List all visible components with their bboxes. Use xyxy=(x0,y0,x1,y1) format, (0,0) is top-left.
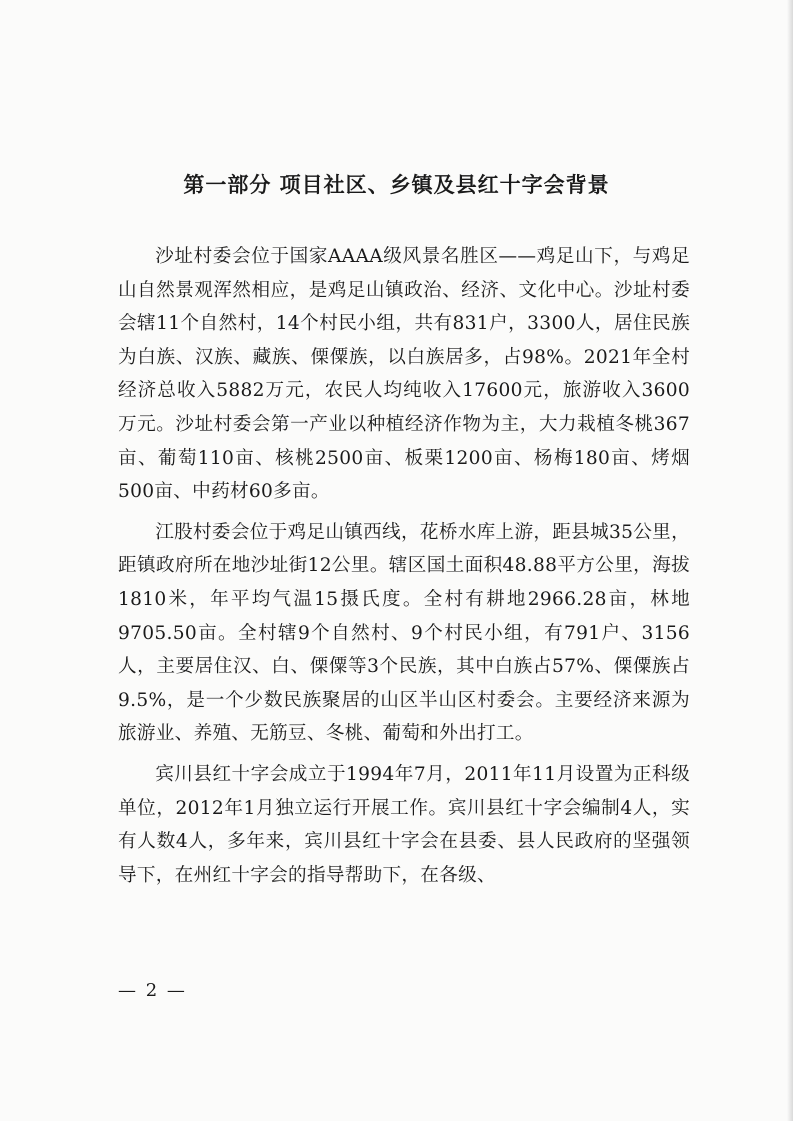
paragraph-jianggu-village: 江股村委会位于鸡足山镇西线，花桥水库上游，距县城35公里，距镇政府所在地沙址街12公里。辖区国土面积48.88平方公里，海拔1810米，年平均气温15摄氏度。全村有耕地2966.28亩，林地9705.50亩。全村辖9个自然村、9个村民小组，有791户、3156人，主要居住汉、白、傈僳等3个民族，其中白族占57%、傈僳族占9.5%，是一个少数民族聚居的山区半山区村委会。主要经济来源为旅游业、养殖、无筋豆、冬桃、葡萄和外出打工。 xyxy=(118,521,690,745)
paragraph-shazhi-village: 沙址村委会位于国家AAAA级风景名胜区——鸡足山下，与鸡足山自然景观浑然相应，是鸡足山镇政治、经济、文化中心。沙址村委会辖11个自然村，14个村民小组，共有831户，3300人，居住民族为白族、汉族、藏族、傈僳族，以白族居多，占98%。2021年全村经济总收入5882万元，农民人均纯收入17600元，旅游收入3600万元。沙址村委会第一产业以种植经济作物为主，大力栽植冬桃367亩、葡萄110亩、核桃2500亩、板栗1200亩、杨梅180亩、烤烟500亩、中药材60多亩。 xyxy=(118,246,690,503)
paragraph-binchuan-red-cross: 宾川县红十字会成立于1994年7月，2011年11月设置为正科级单位，2012年1月独立运行开展工作。宾川县红十字会编制4人，实有人数4人，多年来，宾川县红十字会在县委、县人民政府的坚强领导下，在州红十字会的指导帮助下，在各级、 xyxy=(118,763,690,886)
page-title: 第一部分 项目社区、乡镇及县红十字会背景 xyxy=(183,173,610,197)
page-number: — 2 — xyxy=(118,980,187,1001)
document-body xyxy=(118,240,690,899)
